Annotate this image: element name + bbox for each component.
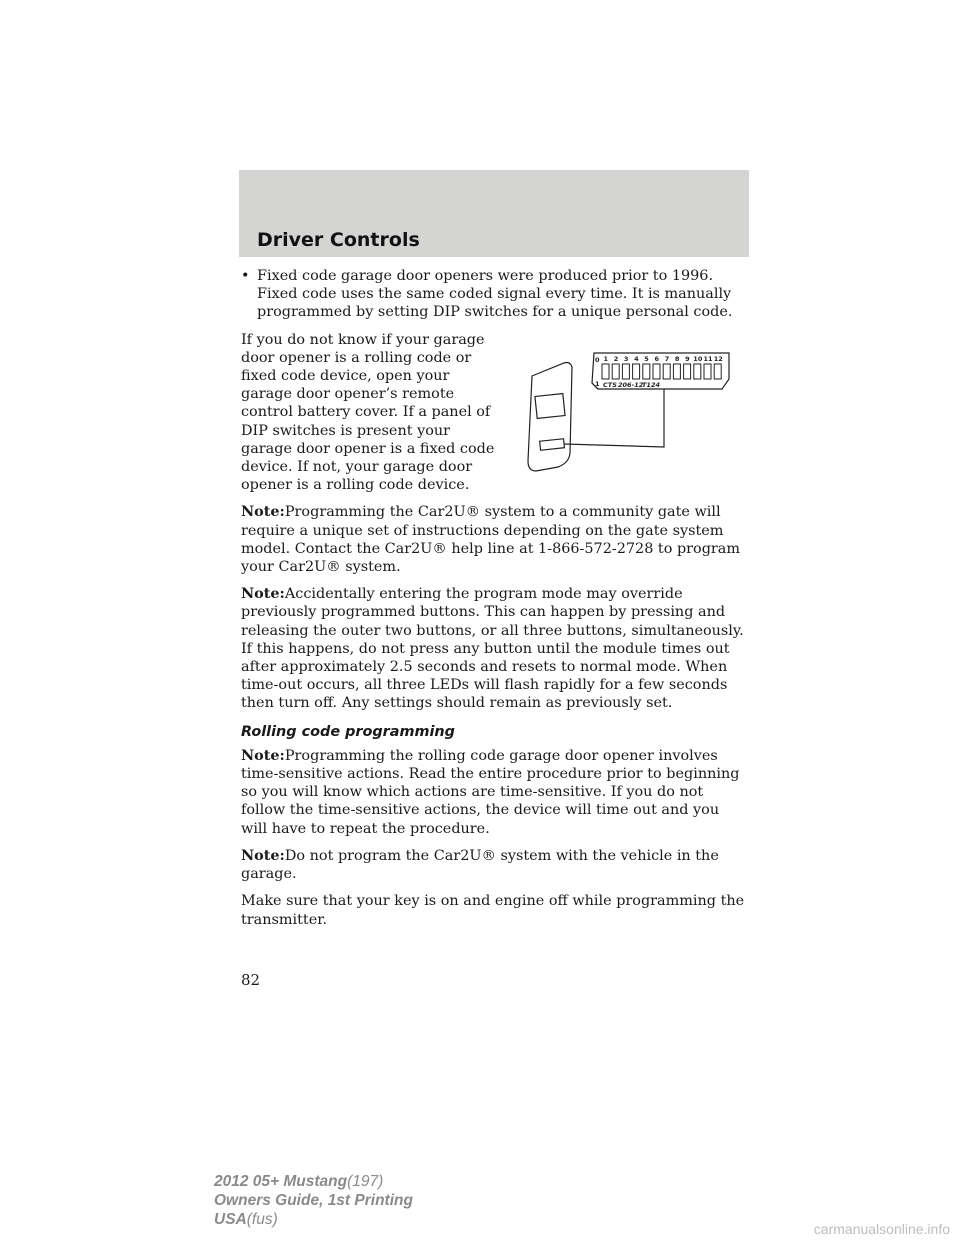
note-label: Note: bbox=[241, 846, 285, 864]
footer-model: 2012 05+ Mustang bbox=[214, 1173, 348, 1190]
dip-switch-figure bbox=[514, 343, 749, 473]
switch-number-6: 6 bbox=[654, 354, 660, 363]
switch-number-9: 9 bbox=[685, 354, 690, 363]
dip-switch-2 bbox=[612, 364, 619, 379]
dip-switch-1 bbox=[602, 364, 609, 379]
footer-guide: Owners Guide, 1st Printing bbox=[214, 1192, 413, 1209]
dip-switch-5 bbox=[643, 364, 650, 379]
dip-switch-6 bbox=[653, 364, 660, 379]
note-garage bbox=[241, 847, 749, 883]
switch-number-7: 7 bbox=[664, 354, 670, 363]
watermark: carmanualsonline.info bbox=[813, 1221, 950, 1237]
note-label: Note: bbox=[241, 585, 285, 603]
dip-switch-3 bbox=[622, 364, 629, 379]
switch-number-row bbox=[604, 355, 723, 363]
key-on-paragraph: Make sure that your key is on and engine off while programming the transmitter. bbox=[241, 893, 745, 928]
switch-number-11: 11 bbox=[703, 354, 713, 363]
dip-switch-11 bbox=[704, 364, 711, 379]
subheading-rolling-code: Rolling code programming bbox=[241, 723, 455, 740]
remote-battery-slot bbox=[540, 438, 565, 449]
page-number: 82 bbox=[241, 971, 261, 989]
dip-switches bbox=[602, 364, 721, 379]
footer-print-info bbox=[214, 1172, 413, 1229]
note-program-mode bbox=[241, 585, 749, 712]
note-text: Do not program the Car2U® system with the vehicle in the garage. bbox=[241, 847, 719, 883]
bullet-dot: • bbox=[241, 268, 250, 284]
dip-switch-10 bbox=[694, 364, 701, 379]
note-label: Note: bbox=[241, 503, 285, 521]
switch-number-5: 5 bbox=[644, 354, 649, 363]
label-t124: T124 bbox=[642, 380, 661, 389]
note-text: Programming the Car2U® system to a community gate will require a unique set of instructions depending on the gate system model. Contact the Car2U® help line at 1-866-572-2728 to program your Car2U® system. bbox=[241, 504, 741, 576]
note-text: Programming the rolling code garage door opener involves time-sensitive actions. Read the entire procedure prior to beginning so you will know which actions are time-sensitive. If you do not follow the time-sensitive actions, the device will time out and you will have to repeat the procedure. bbox=[241, 747, 740, 837]
label-206-12: 206-12 bbox=[618, 380, 644, 389]
switch-number-8: 8 bbox=[674, 354, 680, 363]
note-time-sensitive bbox=[241, 747, 749, 838]
switch-number-4: 4 bbox=[634, 354, 639, 363]
label-cts: CTS bbox=[603, 380, 617, 389]
side-label-bottom: 1 bbox=[595, 379, 600, 388]
footer-region: USA bbox=[214, 1211, 247, 1228]
dip-switch-9 bbox=[684, 364, 691, 379]
bullet-fixed-code-text: Fixed code garage door openers were produced prior to 1996. Fixed code uses the same coded signal every time. It is manually programmed by setting DIP switches for a unique personal code. bbox=[257, 268, 733, 321]
note-label: Note: bbox=[241, 746, 285, 764]
switch-number-3: 3 bbox=[623, 354, 629, 363]
page-body bbox=[241, 267, 749, 938]
section-header-band bbox=[239, 170, 749, 257]
identify-section bbox=[241, 331, 749, 504]
switch-number-2: 2 bbox=[613, 354, 619, 363]
side-label-top: 0 bbox=[595, 355, 600, 364]
dip-switch-8 bbox=[673, 364, 680, 379]
footer-region-code: (fus) bbox=[246, 1211, 278, 1228]
identify-paragraph: If you do not know if your garage door opener is a rolling code or fixed code device, open your garage door opener’s remote control battery cover. If a panel of DIP switches is present your garage door opener is a fixed code device. If not, your garage door opener is a rolling code device. bbox=[241, 331, 495, 494]
dip-switch-4 bbox=[633, 364, 640, 379]
footer-model-code: (197) bbox=[347, 1173, 384, 1190]
note-community-gate bbox=[241, 503, 749, 576]
switch-number-12: 12 bbox=[713, 354, 723, 363]
connector-line bbox=[564, 389, 664, 447]
dip-switch-7 bbox=[663, 364, 670, 379]
dip-switch-12 bbox=[714, 364, 721, 379]
note-text: Accidentally entering the program mode may override previously programmed buttons. This can happen by pressing and releasing the outer two buttons, or all three buttons, simultaneously. If this happens, do not press any button until the module times out after approximately 2.5 seconds and resets to normal mode. When time-out occurs, all three LEDs will flash rapidly for a few seconds then turn off. Any settings should remain as previously set. bbox=[241, 586, 744, 712]
bullet-item bbox=[241, 267, 749, 322]
section-title: Driver Controls bbox=[257, 229, 420, 251]
switch-number-1: 1 bbox=[603, 354, 609, 363]
switch-number-10: 10 bbox=[693, 354, 703, 363]
remote-button bbox=[535, 393, 565, 418]
